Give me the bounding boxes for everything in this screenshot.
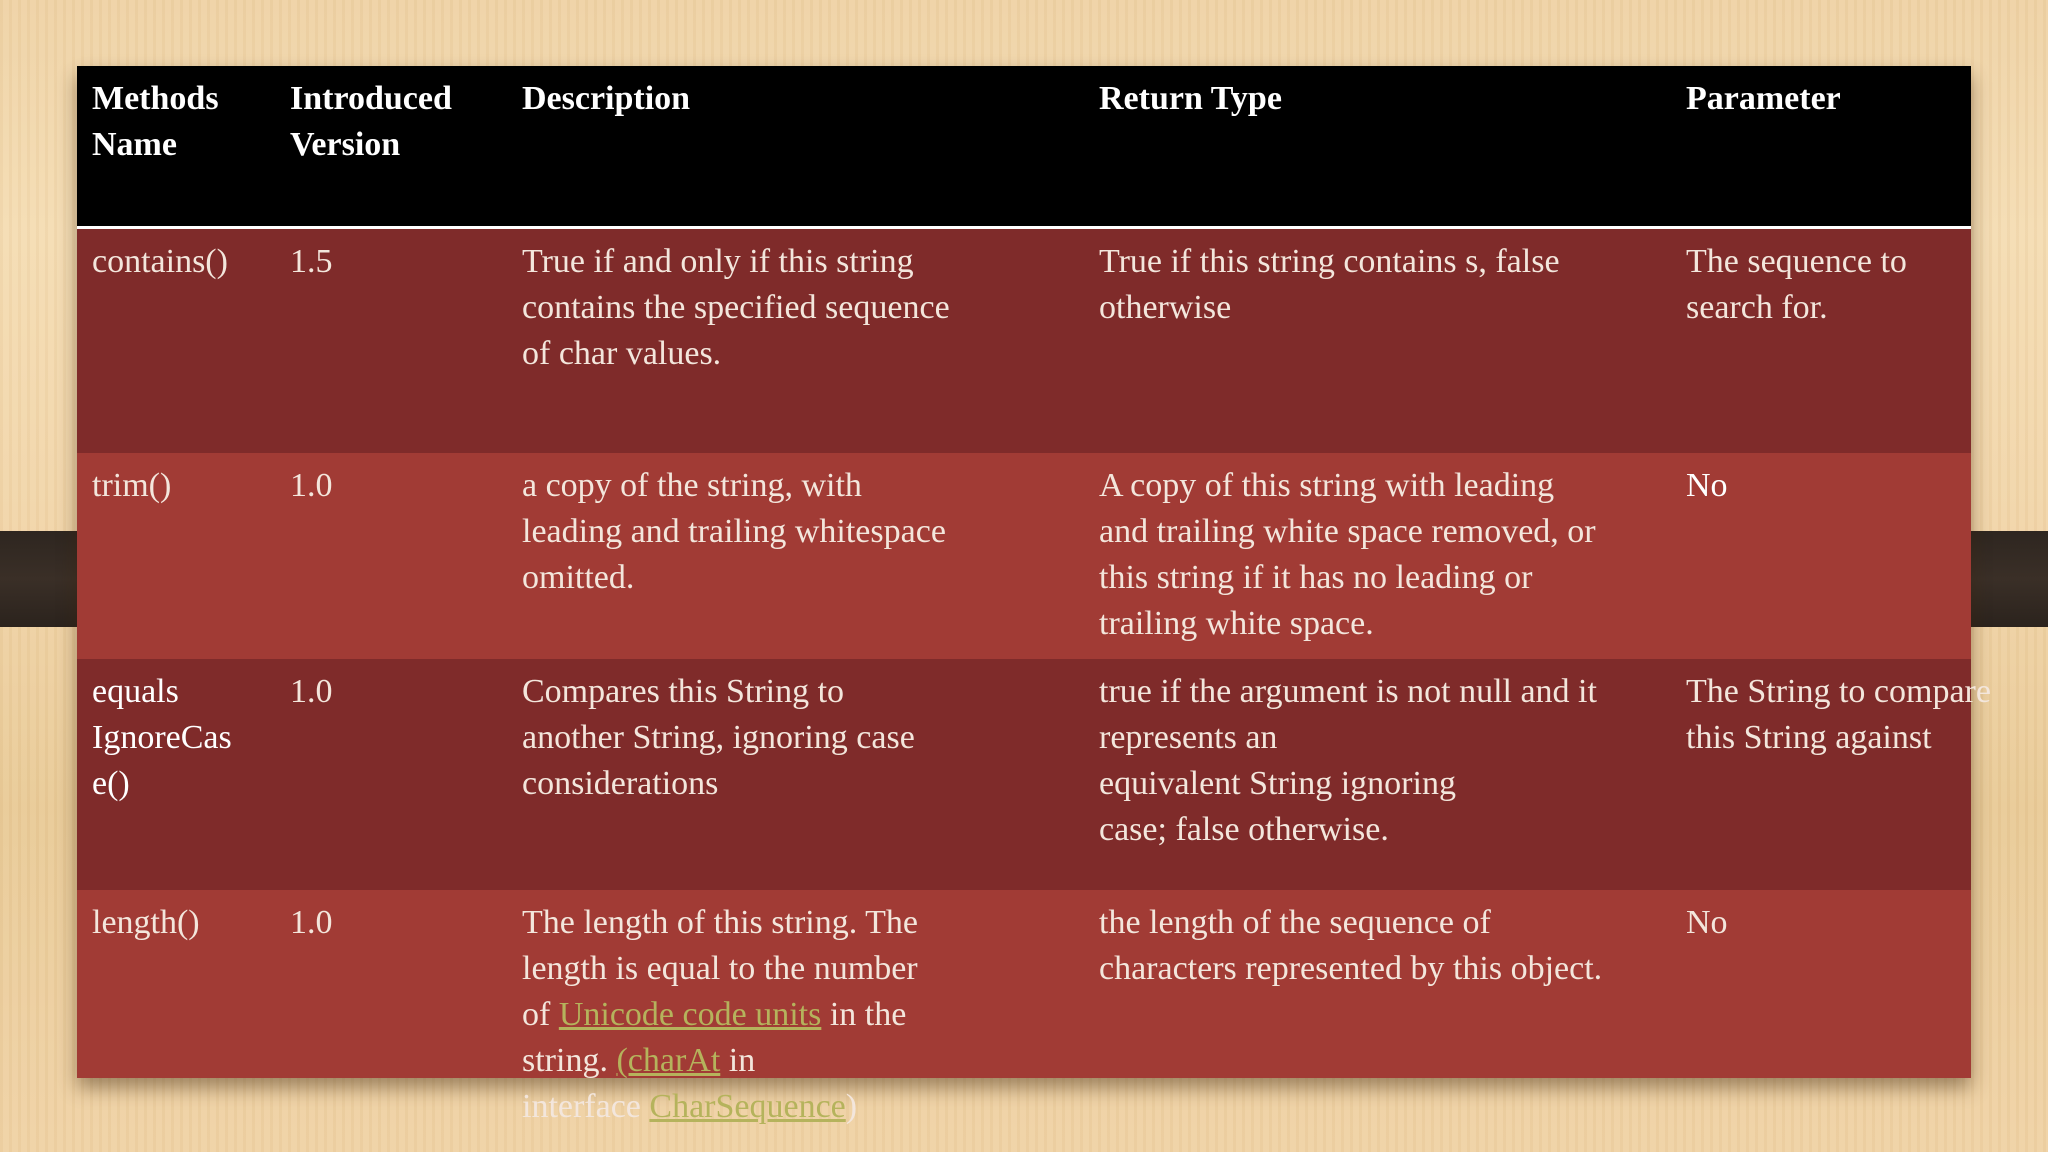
description-cell: a copy of the string, with leading and trailing whitespace omitted. [522, 467, 946, 596]
parameter-cell: The String to compare this String against [1686, 673, 1991, 756]
method-name-cell: trim() [92, 467, 172, 504]
charat-link[interactable]: (charAt [616, 1042, 721, 1079]
header-methods-name: Methods Name [92, 80, 219, 163]
unicode-code-units-link[interactable]: Unicode code units [558, 996, 822, 1033]
version-cell: 1.0 [290, 673, 333, 710]
table-row [77, 659, 1991, 890]
description-cell: Compares this String to another String, ignoring case considerations [522, 673, 915, 802]
return-type-cell: A copy of this string with leading and trailing white space removed, or this string if it has no leading or trailing white space. [1099, 467, 1596, 642]
version-cell: 1.0 [290, 904, 333, 941]
version-cell: 1.0 [290, 467, 333, 504]
header-return-type: Return Type [1099, 80, 1282, 117]
header-description: Description [522, 80, 691, 117]
description-cell: The length of this string. The length is equal to the number of Unicode code units in the string. (charAt in interface CharSequence) [522, 904, 918, 1125]
parameter-cell: No [1686, 467, 1728, 504]
table-row [77, 229, 1971, 453]
return-type-cell: the length of the sequence of characters represented by this object. [1099, 904, 1603, 987]
table-header-row [77, 66, 1971, 226]
header-parameter: Parameter [1686, 80, 1841, 117]
parameter-cell: The sequence to search for. [1686, 243, 1907, 326]
return-type-cell: True if this string contains s, false otherwise [1099, 243, 1560, 326]
method-name-cell: contains() [92, 243, 228, 280]
table-row [77, 453, 1971, 659]
header-introduced-version: Introduced Version [290, 80, 452, 163]
description-cell: True if and only if this string contains the specified sequence of char values. [522, 243, 950, 372]
table-row [77, 890, 1971, 1125]
method-name-cell: length() [92, 904, 200, 941]
charsequence-link[interactable]: CharSequence [649, 1088, 846, 1125]
method-name-cell: equals IgnoreCas e() [92, 673, 232, 802]
version-cell: 1.5 [290, 243, 333, 280]
parameter-cell: No [1686, 904, 1728, 941]
return-type-cell: true if the argument is not null and it represents an equivalent String ignoring case; false otherwise. [1099, 673, 1597, 848]
string-methods-table [77, 66, 1991, 1125]
